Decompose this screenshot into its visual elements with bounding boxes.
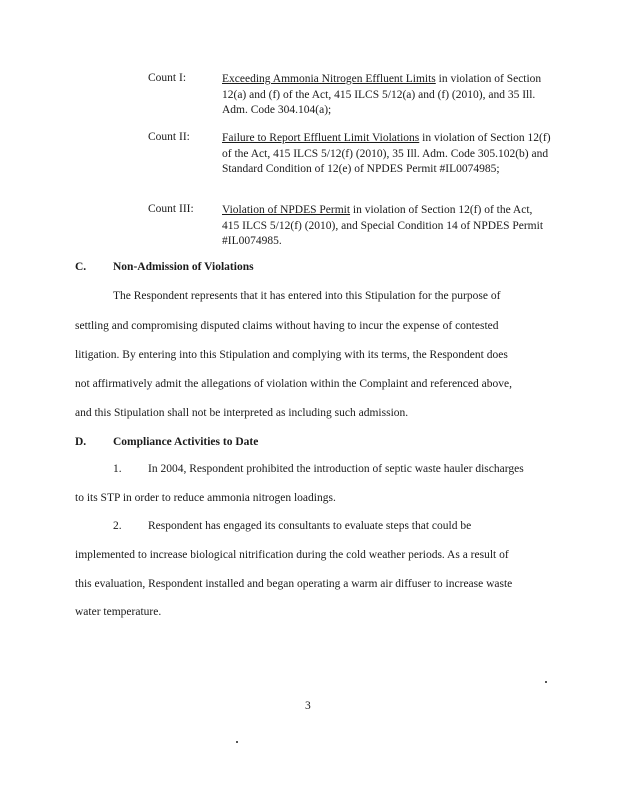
section-c-line: not affirmatively admit the allegations of violation within the Complaint and referenced above, [75,378,512,390]
count-2-label: Count II: [148,131,190,143]
item-2-line: water temperature. [75,606,162,618]
count-3-label: Count III: [148,203,194,215]
count-3-rest: in violation of Section 12(f) of the Act, 415 ILCS 5/12(f) (2010), and Special Condition 14 of NPDES Permit #IL0074985. [222,204,544,247]
section-c-line: litigation. By entering into this Stipulation and complying with its terms, the Respondent does [75,349,508,361]
count-2-title: Failure to Report Effluent Limit Violations [222,132,420,144]
section-c-line: settling and compromising disputed claims without having to incur the expense of contested [75,320,499,332]
item-1-number: 1. [113,463,122,475]
section-d-heading: Compliance Activities to Date [113,436,259,448]
scan-speck [236,741,238,743]
section-c-line: and this Stipulation shall not be interpreted as including such admission. [75,407,409,419]
item-1-line: to its STP in order to reduce ammonia nitrogen loadings. [75,492,336,504]
count-1-rest: in violation of Section 12(a) and (f) of the Act, 415 ILCS 5/12(a) and (f) (2010), and 35 Ill. Adm. Code 304.104(a); [222,73,542,116]
count-3-text [222,203,552,250]
item-2-line: Respondent has engaged its consultants to evaluate steps that could be [148,520,472,532]
section-c-line: The Respondent represents that it has entered into this Stipulation for the purpose of [113,290,501,302]
item-2-line: implemented to increase biological nitrification during the cold weather periods. As a result of [75,549,509,561]
section-c-letter: C. [75,261,87,273]
item-2-line: this evaluation, Respondent installed and began operating a warm air diffuser to increase waste [75,578,513,590]
section-d-letter: D. [75,436,87,448]
count-1-title: Exceeding Ammonia Nitrogen Effluent Limits [222,73,436,85]
count-2-rest: in violation of Section 12(f) of the Act, 415 ILCS 5/12(f) (2010), 35 Ill. Adm. Code 305.102(b) and Standard Condition of 12(e) of NPDES Permit #IL0074985; [222,132,551,175]
count-3-title: Violation of NPDES Permit [222,204,351,216]
count-1-text [222,72,552,119]
count-2-text [222,131,552,178]
item-2-number: 2. [113,520,122,532]
item-1-line: In 2004, Respondent prohibited the introduction of septic waste hauler discharges [148,463,524,475]
section-c-heading: Non-Admission of Violations [113,261,254,273]
count-1-label: Count I: [148,72,187,84]
page-number: 3 [305,700,311,712]
scan-speck [545,681,547,683]
